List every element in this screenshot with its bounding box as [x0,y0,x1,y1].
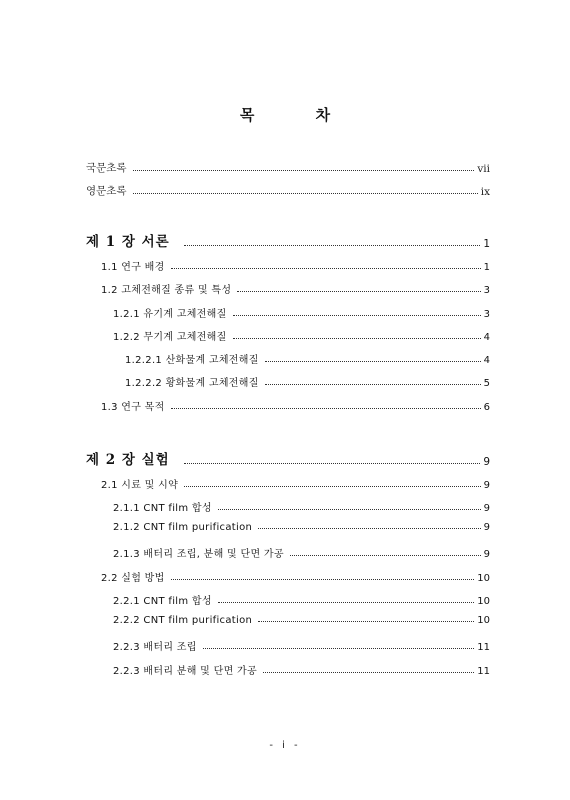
dot-leader [203,648,475,649]
toc-section-1-2-2-1[interactable] [125,351,490,366]
toc-entry-label: 1.2.2.2 황화물계 고체전해질 [125,378,259,389]
toc-section-2-2[interactable] [101,569,490,584]
dot-leader [265,361,481,362]
toc-entry-page: 10 [477,596,490,607]
toc-entry-label: 1.2.2.1 산화물계 고체전해질 [125,355,259,366]
dot-leader [290,555,481,556]
dot-leader [218,602,474,603]
toc-section-1-1[interactable] [101,258,490,273]
toc-section-2-1-3[interactable] [113,545,490,560]
dot-leader [258,621,474,622]
dot-leader [133,193,478,194]
toc-section-2-2-1[interactable] [113,592,490,607]
dot-leader [237,291,480,292]
toc-entry-page: 5 [483,378,490,389]
toc-section-1-2-2-2[interactable] [125,374,490,389]
toc-section-2-2-3-b[interactable] [113,662,490,677]
toc-entry-label: 국문초록 [86,162,127,174]
toc-entry-label: 2.2.3 배터리 분해 및 단면 가공 [113,666,257,677]
toc-section-1-2-2[interactable] [113,328,490,343]
dot-leader [218,509,481,510]
dot-leader [263,672,474,673]
toc-chapter-label: 제 2 장 실험 [86,452,170,468]
dot-leader [184,463,481,464]
toc-entry-page: 4 [483,332,490,343]
toc-entry-label: 2.1.2 CNT film purification [113,522,253,533]
toc-chapter-page: 9 [483,456,490,468]
toc-section-2-1[interactable] [101,476,490,491]
toc-entry-label: 영문초록 [86,185,127,197]
page-title: 목 차 [239,106,359,124]
toc-entry-page: 9 [483,549,490,560]
toc-entry-label: 2.2.2 CNT film purification [113,615,253,626]
dot-leader [258,528,480,529]
toc-chapter-label: 제 1 장 서론 [86,234,170,250]
toc-chapter-page: 1 [483,238,490,250]
toc-entry-page: 6 [483,402,490,413]
toc-entry-page: 11 [477,666,490,677]
toc-section-2-2-2[interactable] [113,615,490,626]
toc-entry-label: 1.2.2 무기계 고체전해질 [113,332,227,343]
dot-leader [133,170,475,171]
toc-entry-label: 1.2.1 유기계 고체전해질 [113,309,227,320]
toc-entry-page: 9 [483,522,490,533]
toc-entry-page: ix [480,186,490,198]
toc-entry-label: 2.2.1 CNT film 합성 [113,596,212,607]
dot-leader [233,338,481,339]
toc-entry-page: 1 [483,262,490,273]
toc-entry-page: vii [477,163,490,175]
toc-entry-english-abstract[interactable] [86,183,490,198]
toc-entry-label: 2.1.3 배터리 조립, 분해 및 단면 가공 [113,549,284,560]
dot-leader [184,486,481,487]
toc-entry-label: 2.1 시료 및 시약 [101,480,179,491]
toc-chapter-1[interactable] [86,230,490,250]
toc-entry-label: 2.2.3 배터리 조립 [113,642,197,653]
page-number-footer: - i - [269,740,301,751]
dot-leader [233,315,481,316]
toc-entry-page: 3 [483,309,490,320]
toc-entry-page: 3 [483,285,490,296]
dot-leader [171,268,481,269]
toc-entry-page: 11 [477,642,490,653]
toc-entry-label: 1.2 고체전해질 종류 및 특성 [101,285,232,296]
toc-section-2-1-2[interactable] [113,522,490,533]
toc-entry-page: 10 [477,615,490,626]
toc-section-1-2[interactable] [101,281,490,296]
dot-leader [171,579,475,580]
toc-chapter-2[interactable] [86,448,490,468]
toc-entry-page: 4 [483,355,490,366]
toc-section-2-1-1[interactable] [113,499,490,514]
toc-entry-page: 9 [483,480,490,491]
toc-entry-label: 1.1 연구 배경 [101,262,165,273]
toc-entry-korean-abstract[interactable] [86,160,490,175]
toc-section-2-2-3[interactable] [113,638,490,653]
dot-leader [184,245,481,246]
toc-entry-label: 2.1.1 CNT film 합성 [113,503,212,514]
toc-entry-page: 10 [477,573,490,584]
dot-leader [265,384,481,385]
dot-leader [171,408,481,409]
toc-entry-label: 2.2 실험 방법 [101,573,165,584]
toc-entry-page: 9 [483,503,490,514]
toc-section-1-2-1[interactable] [113,305,490,320]
toc-entry-label: 1.3 연구 목적 [101,402,165,413]
toc-section-1-3[interactable] [101,398,490,413]
